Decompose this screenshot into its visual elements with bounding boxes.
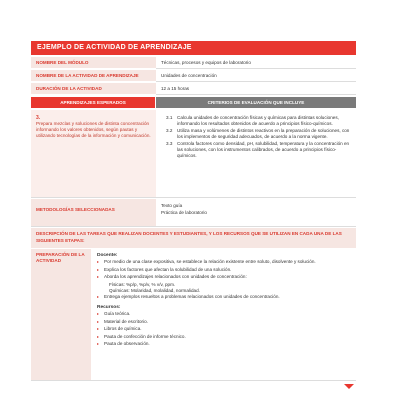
aprendizaje-number: 3. [36, 115, 41, 121]
learning-row [31, 110, 356, 198]
recurso-item [97, 326, 350, 332]
criterio-item [166, 128, 350, 140]
preparacion-content [91, 249, 356, 380]
recurso-text: Guía teórica. [104, 311, 131, 316]
bullet-icon: ▸ [97, 341, 100, 346]
criterio-number: 3.1 [166, 115, 173, 120]
recurso-text: Libros de química. [104, 326, 142, 331]
bullet-icon: ▸ [97, 274, 100, 279]
docente-item-text: Explica los factores que afectan la solubilidad de una solución. [104, 266, 232, 272]
aprendizaje-text: Prepara mezclas y soluciones de distinta concentración informando los valores obtenidos, según pautas y utilizando tecnologías de la información y comunicación. [36, 121, 151, 138]
bullet-icon: ▸ [97, 318, 100, 324]
docente-item [97, 267, 350, 273]
criterio-number: 3.2 [166, 128, 173, 134]
bullet-icon: ▸ [97, 311, 100, 316]
info-value: Técnicas, procesos y equipos de laboratorio [156, 57, 356, 69]
aprendizaje-cell [31, 110, 156, 197]
recurso-text: Pauta de observación. [104, 341, 150, 346]
recurso-text: Material de escritorio. [104, 318, 148, 324]
concentration-physical: Físicas: %p/p, %p/v, % v/v, ppm. [109, 281, 176, 287]
docente-item-text: Aborda los aprendizajes relacionados con unidades de concentración: [104, 274, 247, 279]
criterio-text: Controla factores como densidad, pH, solubilidad, temperatura y la concentración en las soluciones, con los instrumentos calibrados, de acuerdo a principios físico-químicos. [177, 141, 350, 158]
recurso-item [97, 341, 350, 347]
preparacion-row [31, 249, 356, 381]
criterio-item [166, 141, 350, 158]
metodologias-list [156, 199, 356, 226]
preparacion-label: PREPARACIÓN DE LA ACTIVIDAD [31, 249, 91, 380]
docente-item-text: Entrega ejemplos resueltos a problemas relacionados con unidades de concentración. [104, 293, 280, 299]
header-aprendizajes: APRENDIZAJES ESPERADOS [31, 97, 156, 108]
header-criterios: CRITERIOS DE EVALUACIÓN QUE INCLUYE [156, 97, 356, 108]
info-value: 12 a 15 horas [156, 83, 356, 95]
recurso-item [97, 311, 350, 317]
page-title: EJEMPLO DE ACTIVIDAD DE APRENDIZAJE [31, 41, 356, 55]
docente-item [97, 274, 350, 280]
bullet-icon: ▸ [97, 333, 100, 339]
info-label: NOMBRE DE LA ACTIVIDAD DE APRENDIZAJE [31, 70, 156, 82]
info-row-modulo [31, 57, 356, 69]
docente-heading: Docente: [97, 253, 118, 258]
recurso-item [97, 334, 350, 340]
docente-item-text: Por medio de una clase expositiva, se establece la relación existente entre soluto, disolvente y solución. [104, 259, 316, 264]
info-row-actividad [31, 70, 356, 82]
recurso-item [97, 319, 350, 325]
criterio-text: Utiliza masa y volúmenes de distintos reactivos en la preparación de soluciones, con los implementos de seguridad adecuados, de acuerdo a la norma vigente. [177, 128, 350, 139]
info-value: Unidades de concentración [156, 70, 356, 82]
section-header [31, 97, 356, 108]
bullet-icon: ▸ [97, 293, 100, 299]
descripcion-header: DESCRIPCIÓN DE LAS TAREAS QUE REALIZAN DOCENTES Y ESTUDIANTES, Y LOS RECURSOS QUE SE UTILIZAN EN CADA UNA DE LAS SIGUIENTES ETAPAS: [31, 228, 356, 248]
metodologias-row [31, 199, 356, 227]
criterio-text: Calcula unidades de concentración físicas y químicas para distintas soluciones, informando los resultados obtenidos de acuerdo a principios físico-químicos. [177, 115, 339, 126]
criterio-number: 3.3 [166, 141, 173, 147]
concentration-chemical: Químicas: Molaridad, molalidad, normalidad. [109, 287, 200, 293]
bullet-icon: ▸ [97, 259, 100, 264]
docente-item [97, 294, 350, 300]
metodologia-item: Texto guía [161, 203, 183, 208]
info-row-duracion [31, 83, 356, 95]
metodologia-item: Práctica de laboratorio [161, 210, 207, 215]
bullet-icon: ▸ [97, 266, 100, 272]
info-label: NOMBRE DEL MÓDULO [31, 57, 156, 69]
criterio-item [166, 115, 350, 127]
docente-item [97, 259, 350, 265]
criterios-cell [156, 110, 356, 197]
info-label: DURACIÓN DE LA ACTIVIDAD [31, 83, 156, 95]
bullet-icon: ▸ [97, 326, 100, 331]
recurso-text: Pauta de confección de informe técnico. [104, 333, 186, 339]
metodologias-label: METODOLOGÍAS SELECCIONADAS [31, 199, 156, 226]
recursos-heading: Recursos: [97, 305, 121, 310]
continue-arrow-icon [344, 384, 354, 389]
